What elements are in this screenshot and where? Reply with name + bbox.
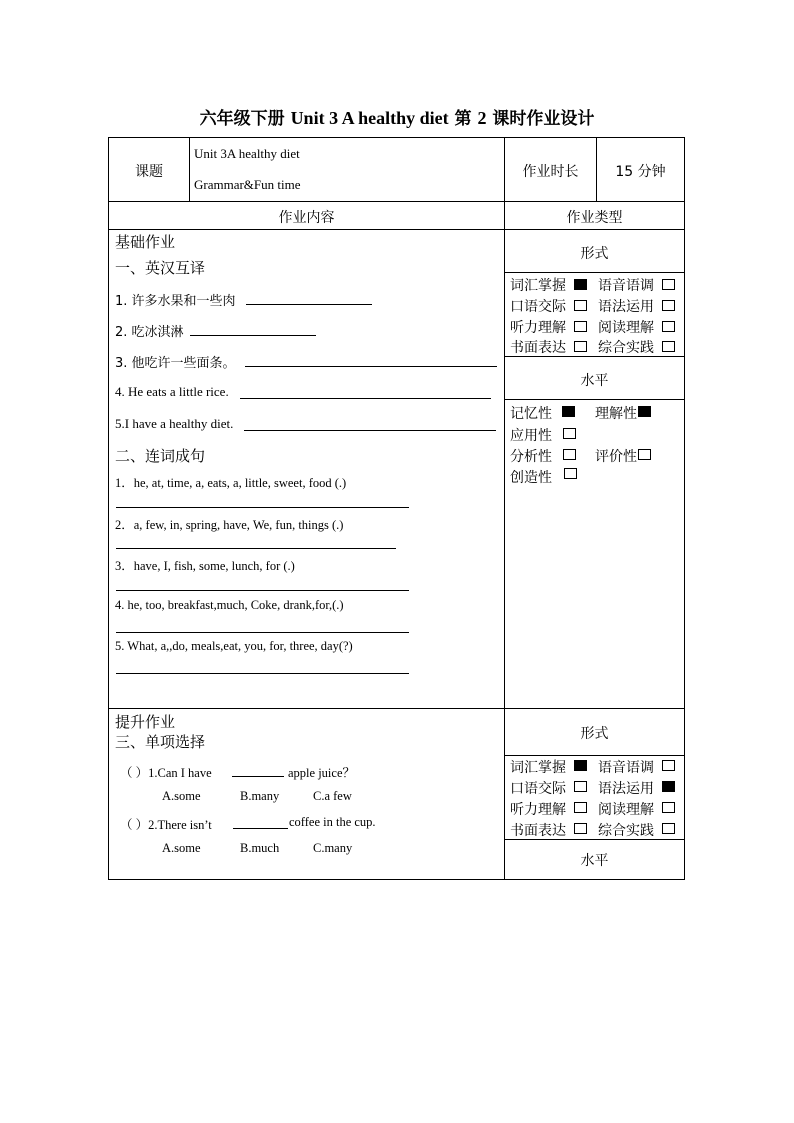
skill-label: 阅读理解	[598, 320, 654, 336]
level-item-label: 记忆性	[510, 406, 552, 422]
skill-checkbox[interactable]	[574, 279, 587, 290]
skill-label: 语法运用	[598, 299, 654, 315]
form-label: 形式	[580, 246, 609, 262]
skill-label: 综合实践	[598, 340, 654, 356]
skill-checkbox[interactable]	[574, 823, 587, 834]
option: B.many	[240, 789, 280, 803]
reorder-item: 2．a, few, in, spring, have, We, fun, things (.)	[115, 518, 344, 532]
option: A.some	[162, 789, 201, 803]
skill-checkbox[interactable]	[662, 279, 675, 290]
option: C.a few	[313, 789, 352, 803]
level-checkbox[interactable]	[638, 449, 651, 460]
skill-checkbox[interactable]	[574, 341, 587, 352]
answer-blank	[233, 828, 288, 829]
title-unit: Unit 3 A healthy diet	[290, 108, 449, 128]
level-checkbox[interactable]	[638, 406, 651, 417]
question-1-suffix: apple juice？	[288, 766, 355, 780]
level-item-label: 评价性	[595, 449, 637, 465]
form-label: 形式	[580, 726, 609, 742]
topic-label: 课题	[135, 164, 163, 180]
title-prefix: 第	[454, 109, 472, 129]
question-1-prefix: （ ）1.Can I have	[120, 766, 212, 780]
duration-label: 作业时长	[522, 164, 579, 180]
answer-line	[116, 590, 409, 591]
option: B.much	[240, 841, 280, 855]
reorder-item: 3．have, I, fish, some, lunch, for (.)	[115, 559, 295, 573]
question-2-suffix: coffee in the cup.	[289, 815, 376, 829]
skill-label: 语音语调	[598, 760, 654, 776]
topic-line-2: Grammar&Fun time	[194, 177, 301, 192]
skill-checkbox[interactable]	[574, 760, 587, 771]
answer-line	[116, 548, 396, 549]
skill-checkbox[interactable]	[574, 300, 587, 311]
level-item-label: 分析性	[510, 449, 552, 465]
level-item-label: 应用性	[510, 428, 552, 444]
answer-line	[246, 304, 372, 305]
skill-checkbox[interactable]	[662, 781, 675, 792]
page-title	[0, 104, 794, 129]
skill-label: 词汇掌握	[510, 278, 566, 294]
skill-checkbox[interactable]	[662, 760, 675, 771]
skill-checkbox[interactable]	[574, 321, 587, 332]
reorder-item: 5. What, a,,do, meals,eat, you, for, three, day(?)	[115, 639, 353, 653]
title-suffix: 课时作业设计	[492, 109, 595, 129]
skill-label: 词汇掌握	[510, 760, 566, 776]
skill-checkbox[interactable]	[662, 321, 675, 332]
level-item-label: 理解性	[595, 406, 637, 422]
section-1-title: 一、英汉互译	[115, 259, 206, 277]
skill-label: 听力理解	[510, 320, 566, 336]
skill-checkbox[interactable]	[574, 781, 587, 792]
skill-checkbox[interactable]	[662, 823, 675, 834]
answer-line	[245, 366, 497, 367]
translation-item: 5.I have a healthy diet.	[115, 416, 234, 431]
skill-label: 阅读理解	[598, 802, 654, 818]
question-2-prefix: （ ）2.There isn’t	[120, 818, 212, 832]
answer-line	[116, 632, 409, 633]
reorder-item: 4. he, too, breakfast,much, Coke, drank,for,(.)	[115, 598, 344, 612]
skill-label: 语法运用	[598, 781, 654, 797]
answer-blank	[232, 776, 284, 777]
answer-line	[190, 335, 316, 336]
answer-line	[240, 398, 491, 399]
option: C.many	[313, 841, 353, 855]
title-lesson-number: 2	[477, 108, 487, 128]
skill-label: 书面表达	[510, 340, 566, 356]
skill-label: 听力理解	[510, 802, 566, 818]
answer-line	[244, 430, 496, 431]
skill-checkbox[interactable]	[662, 802, 675, 813]
level-checkbox[interactable]	[563, 428, 576, 439]
skill-checkbox[interactable]	[662, 300, 675, 311]
level-checkbox[interactable]	[563, 449, 576, 460]
translation-item: 2. 吃冰淇淋	[115, 325, 184, 340]
topic-line-1: Unit 3A healthy diet	[194, 146, 300, 161]
reorder-item: 1．he, at, time, a, eats, a, little, sweet, food (.)	[115, 476, 347, 490]
translation-item: 1. 许多水果和一些肉	[115, 294, 236, 309]
skill-label: 口语交际	[510, 781, 566, 797]
duration-value: 15 分钟	[615, 164, 666, 180]
level-checkbox[interactable]	[562, 406, 575, 417]
answer-line	[116, 507, 409, 508]
level-label: 水平	[580, 373, 609, 389]
title-grade: 六年级下册	[199, 109, 285, 129]
basic-heading: 基础作业	[115, 233, 176, 251]
section-3-title: 三、单项选择	[115, 733, 206, 751]
skill-label: 综合实践	[598, 823, 654, 839]
skill-label: 口语交际	[510, 299, 566, 315]
translation-item: 4. He eats a little rice.	[115, 384, 229, 399]
skill-label: 语音语调	[598, 278, 654, 294]
advanced-heading: 提升作业	[115, 713, 176, 731]
option: A.some	[162, 841, 201, 855]
translation-item: 3. 他吃许一些面条。	[115, 356, 236, 371]
section-2-title: 二、连词成句	[115, 447, 206, 465]
skill-checkbox[interactable]	[662, 341, 675, 352]
level-checkbox[interactable]	[564, 468, 577, 479]
skill-label: 书面表达	[510, 823, 566, 839]
level-label: 水平	[580, 853, 609, 869]
type-column-header: 作业类型	[566, 210, 623, 226]
level-item-label: 创造性	[510, 470, 552, 486]
skill-checkbox[interactable]	[574, 802, 587, 813]
answer-line	[116, 673, 409, 674]
content-column-header: 作业内容	[278, 210, 335, 226]
